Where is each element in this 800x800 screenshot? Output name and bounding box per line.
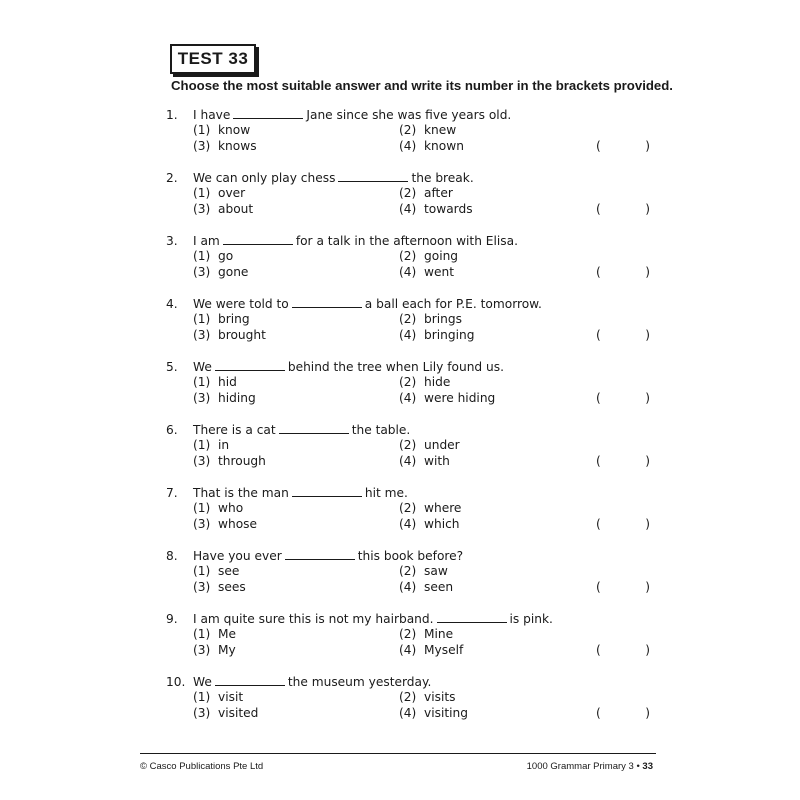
answer-option <box>399 705 468 721</box>
question-number: 4. <box>166 297 178 311</box>
option-text: went <box>424 265 454 279</box>
answer-bracket <box>596 453 650 469</box>
answer-option <box>193 563 239 579</box>
option-number: (1) <box>193 249 211 263</box>
answer-bracket <box>596 327 650 343</box>
answer-bracket <box>596 264 650 280</box>
answer-option <box>399 138 464 154</box>
option-text: through <box>218 454 266 468</box>
answer-option <box>193 201 253 217</box>
question-stem <box>193 674 431 690</box>
bracket-open: ( <box>596 202 601 216</box>
question-number: 3. <box>166 234 178 248</box>
answer-blank <box>215 674 285 686</box>
option-number: (2) <box>399 438 417 452</box>
bracket-open: ( <box>596 454 601 468</box>
answer-option <box>193 138 257 154</box>
answer-option <box>193 122 250 138</box>
option-number: (4) <box>399 265 417 279</box>
option-number: (1) <box>193 312 211 326</box>
footer-copyright: © Casco Publications Pte Ltd <box>140 761 264 772</box>
option-number: (1) <box>193 627 211 641</box>
option-text: Myself <box>424 643 464 657</box>
question-stem <box>193 107 511 123</box>
answer-blank <box>223 233 293 245</box>
answer-option <box>399 390 495 406</box>
option-text: bring <box>218 312 250 326</box>
bracket-open: ( <box>596 517 601 531</box>
question-stem <box>193 359 504 375</box>
option-number: (1) <box>193 438 211 452</box>
question-stem <box>193 170 474 186</box>
answer-option <box>193 311 250 327</box>
answer-option <box>193 248 233 264</box>
answer-bracket <box>596 138 650 154</box>
question-number: 5. <box>166 360 178 374</box>
option-text: in <box>218 438 230 452</box>
stem-before-blank: That is the man <box>193 486 289 500</box>
answer-option <box>193 453 266 469</box>
bracket-close: ) <box>645 139 650 153</box>
stem-before-blank: I am <box>193 234 220 248</box>
bracket-close: ) <box>645 391 650 405</box>
option-number: (1) <box>193 375 211 389</box>
option-text: towards <box>424 202 473 216</box>
option-text: known <box>424 139 464 153</box>
option-text: who <box>218 501 244 515</box>
bracket-close: ) <box>645 580 650 594</box>
instructions: Choose the most suitable answer and write its number in the brackets provided. <box>171 78 673 93</box>
answer-option <box>399 642 463 658</box>
option-text: bringing <box>424 328 475 342</box>
option-text: knows <box>218 139 257 153</box>
option-text: sees <box>218 580 246 594</box>
option-text: visits <box>424 690 456 704</box>
option-number: (2) <box>399 627 417 641</box>
option-number: (3) <box>193 706 211 720</box>
option-number: (2) <box>399 312 417 326</box>
answer-option <box>193 705 258 721</box>
option-text: saw <box>424 564 448 578</box>
option-number: (4) <box>399 328 417 342</box>
bracket-open: ( <box>596 706 601 720</box>
option-number: (2) <box>399 375 417 389</box>
bracket-close: ) <box>645 265 650 279</box>
answer-option <box>193 579 246 595</box>
stem-after-blank: a ball each for P.E. tomorrow. <box>364 297 542 311</box>
question-item <box>166 233 656 289</box>
bracket-open: ( <box>596 265 601 279</box>
option-number: (3) <box>193 643 211 657</box>
bracket-open: ( <box>596 391 601 405</box>
option-number: (1) <box>193 501 211 515</box>
option-number: (3) <box>193 139 211 153</box>
option-text: hiding <box>218 391 256 405</box>
answer-option <box>399 327 474 343</box>
footer-page-number: 33 <box>642 761 653 772</box>
stem-after-blank: this book before? <box>357 549 464 563</box>
answer-option <box>193 516 257 532</box>
stem-after-blank: Jane since she was five years old. <box>306 108 512 122</box>
option-text: brought <box>218 328 266 342</box>
answer-option <box>193 500 243 516</box>
option-number: (3) <box>193 265 211 279</box>
test-label-box <box>170 44 256 74</box>
question-number: 6. <box>166 423 178 437</box>
stem-after-blank: the break. <box>411 171 474 185</box>
stem-before-blank: We were told to <box>193 297 289 311</box>
stem-after-blank: behind the tree when Lily found us. <box>287 360 504 374</box>
option-number: (4) <box>399 454 417 468</box>
stem-after-blank: the table. <box>351 423 411 437</box>
option-text: after <box>424 186 453 200</box>
option-number: (4) <box>399 643 417 657</box>
answer-option <box>193 264 248 280</box>
question-item <box>166 422 656 478</box>
answer-option <box>399 201 473 217</box>
option-text: hide <box>424 375 451 389</box>
stem-after-blank: is pink. <box>509 612 553 626</box>
stem-before-blank: There is a cat <box>193 423 276 437</box>
answer-bracket <box>596 201 650 217</box>
bracket-open: ( <box>596 580 601 594</box>
answer-option <box>399 689 455 705</box>
option-number: (2) <box>399 249 417 263</box>
question-item <box>166 170 656 226</box>
bracket-open: ( <box>596 643 601 657</box>
option-text: brings <box>424 312 462 326</box>
stem-after-blank: hit me. <box>364 486 408 500</box>
question-number: 1. <box>166 108 178 122</box>
question-item <box>166 548 656 604</box>
answer-blank <box>233 107 303 119</box>
option-number: (4) <box>399 517 417 531</box>
bracket-open: ( <box>596 139 601 153</box>
answer-bracket <box>596 642 650 658</box>
option-text: My <box>218 643 236 657</box>
option-text: over <box>218 186 246 200</box>
question-item <box>166 611 656 667</box>
answer-option <box>399 626 453 642</box>
answer-option <box>193 689 243 705</box>
answer-option <box>193 327 266 343</box>
option-number: (4) <box>399 706 417 720</box>
option-number: (3) <box>193 580 211 594</box>
option-text: visit <box>218 690 244 704</box>
option-number: (2) <box>399 123 417 137</box>
answer-bracket <box>596 579 650 595</box>
option-text: Me <box>218 627 237 641</box>
question-number: 8. <box>166 549 178 563</box>
answer-blank <box>292 485 362 497</box>
question-number: 2. <box>166 171 178 185</box>
stem-after-blank: the museum yesterday. <box>287 675 432 689</box>
bracket-close: ) <box>645 706 650 720</box>
answer-option <box>399 264 454 280</box>
answer-option <box>193 437 229 453</box>
question-number: 7. <box>166 486 178 500</box>
option-number: (2) <box>399 690 417 704</box>
question-item <box>166 296 656 352</box>
bracket-open: ( <box>596 328 601 342</box>
question-number: 10. <box>166 675 186 689</box>
question-item <box>166 485 656 541</box>
option-text: visited <box>218 706 259 720</box>
option-number: (1) <box>193 186 211 200</box>
answer-option <box>399 185 453 201</box>
option-number: (2) <box>399 564 417 578</box>
option-text: which <box>424 517 460 531</box>
answer-blank <box>338 170 408 182</box>
stem-before-blank: We <box>193 360 212 374</box>
question-item <box>166 674 656 730</box>
option-number: (2) <box>399 501 417 515</box>
option-text: with <box>424 454 450 468</box>
question-item <box>166 107 656 163</box>
stem-before-blank: Have you ever <box>193 549 282 563</box>
answer-bracket <box>596 516 650 532</box>
stem-after-blank: for a talk in the afternoon with Elisa. <box>295 234 518 248</box>
option-number: (1) <box>193 564 211 578</box>
stem-before-blank: I am quite sure this is not my hairband. <box>193 612 434 626</box>
option-text: know <box>218 123 251 137</box>
answer-blank <box>279 422 349 434</box>
answer-blank <box>215 359 285 371</box>
option-text: going <box>424 249 459 263</box>
option-number: (3) <box>193 454 211 468</box>
option-text: visiting <box>424 706 468 720</box>
option-text: where <box>424 501 462 515</box>
option-number: (4) <box>399 139 417 153</box>
bracket-close: ) <box>645 202 650 216</box>
footer-page-info <box>527 761 653 772</box>
option-text: whose <box>218 517 257 531</box>
option-text: go <box>218 249 234 263</box>
answer-blank <box>292 296 362 308</box>
footer-divider <box>140 753 656 754</box>
answer-blank <box>285 548 355 560</box>
answer-option <box>399 437 460 453</box>
option-number: (1) <box>193 690 211 704</box>
option-number: (3) <box>193 328 211 342</box>
option-number: (4) <box>399 580 417 594</box>
answer-option <box>399 579 453 595</box>
question-stem <box>193 233 518 249</box>
footer-book-title: 1000 Grammar Primary 3 • <box>526 761 640 772</box>
question-stem <box>193 485 408 501</box>
answer-bracket <box>596 390 650 406</box>
bracket-close: ) <box>645 454 650 468</box>
answer-option <box>193 374 237 390</box>
answer-bracket <box>596 705 650 721</box>
answer-option <box>399 563 448 579</box>
option-text: knew <box>424 123 457 137</box>
question-stem <box>193 548 463 564</box>
option-text: under <box>424 438 460 452</box>
question-stem <box>193 611 553 627</box>
option-text: were hiding <box>424 391 496 405</box>
answer-option <box>193 185 245 201</box>
option-number: (3) <box>193 202 211 216</box>
bracket-close: ) <box>645 517 650 531</box>
question-number: 9. <box>166 612 178 626</box>
option-text: hid <box>218 375 237 389</box>
stem-before-blank: We <box>193 675 212 689</box>
option-number: (3) <box>193 391 211 405</box>
stem-before-blank: We can only play chess <box>193 171 336 185</box>
option-text: see <box>218 564 240 578</box>
answer-option <box>399 248 458 264</box>
question-item <box>166 359 656 415</box>
answer-blank <box>437 611 507 623</box>
option-text: gone <box>218 265 249 279</box>
answer-option <box>399 500 461 516</box>
option-number: (1) <box>193 123 211 137</box>
option-number: (3) <box>193 517 211 531</box>
option-text: about <box>218 202 254 216</box>
option-text: seen <box>424 580 454 594</box>
option-number: (4) <box>399 202 417 216</box>
option-number: (2) <box>399 186 417 200</box>
answer-option <box>399 453 450 469</box>
answer-option <box>193 626 236 642</box>
answer-option <box>193 390 256 406</box>
question-stem <box>193 422 410 438</box>
answer-option <box>399 311 462 327</box>
option-number: (4) <box>399 391 417 405</box>
bracket-close: ) <box>645 328 650 342</box>
stem-before-blank: I have <box>193 108 231 122</box>
answer-option <box>399 122 456 138</box>
answer-option <box>193 642 236 658</box>
option-text: Mine <box>424 627 454 641</box>
question-stem <box>193 296 542 312</box>
answer-option <box>399 516 460 532</box>
bracket-close: ) <box>645 643 650 657</box>
answer-option <box>399 374 450 390</box>
test-label: TEST 33 <box>177 49 249 68</box>
